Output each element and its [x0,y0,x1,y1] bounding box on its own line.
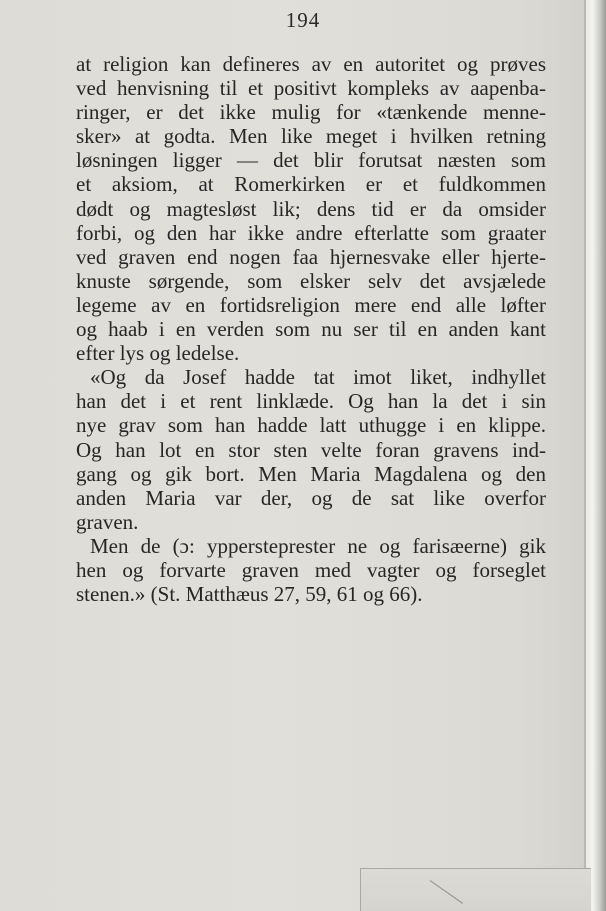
book-spine [584,0,606,911]
text-line: efter lys og ledelse. [76,341,240,366]
body-text [76,52,546,606]
text-line: løsningen ligger — det blir forutsat næsten som [76,148,546,173]
text-line: forbi, og den har ikke andre efterlatte som graater [76,220,546,245]
page-edge-line [584,0,586,911]
text-line: stenen.» (St. Matthæus 27, 59, 61 og 66). [76,582,423,607]
text-line: ved henvisning til et positivt kompleks av aapenba- [76,76,546,101]
page-number: 194 [285,8,321,32]
text-line: ringer, er det ikke mulig for «tænkende menne- [76,100,546,125]
text-line: et aksiom, at Romerkirken er et fuldkommen [76,172,546,197]
text-line: og haab i en verden som nu ser til en anden kant [76,317,546,342]
text-line: gang og gik bort. Men Maria Magdalena og den [76,461,546,486]
text-line: knuste sørgende, som elsker selv det avsjælede [76,268,546,293]
text-line: ved graven end nogen faa hjernesvake eller hjerte- [76,244,546,269]
text-line: han det i et rent linklæde. Og han la det i sin [76,389,546,414]
text-line: nye grav som han hadde latt uthugge i en klippe. [76,413,546,438]
corner-slip [360,868,591,911]
text-line: anden Maria var der, og de sat like overfor [76,485,546,510]
text-line: sker» at godta. Men like meget i hvilken retning [76,124,546,149]
text-line: graven. [76,509,139,534]
text-line: dødt og magtesløst lik; dens tid er da omsider [76,196,546,221]
text-line: Og han lot en stor sten velte foran gravens ind- [76,437,546,462]
text-line: hen og forvarte graven med vagter og forseglet [76,557,546,582]
text-line: Men de (ɔ: yppersteprester ne og farisæerne) gik [90,533,546,558]
text-line: «Og da Josef hadde tat imot liket, indhyllet [90,365,546,390]
text-line: legeme av en fortidsreligion mere end alle løfter [76,292,546,317]
text-line: at religion kan defineres av en autoritet og prøves [76,52,546,76]
